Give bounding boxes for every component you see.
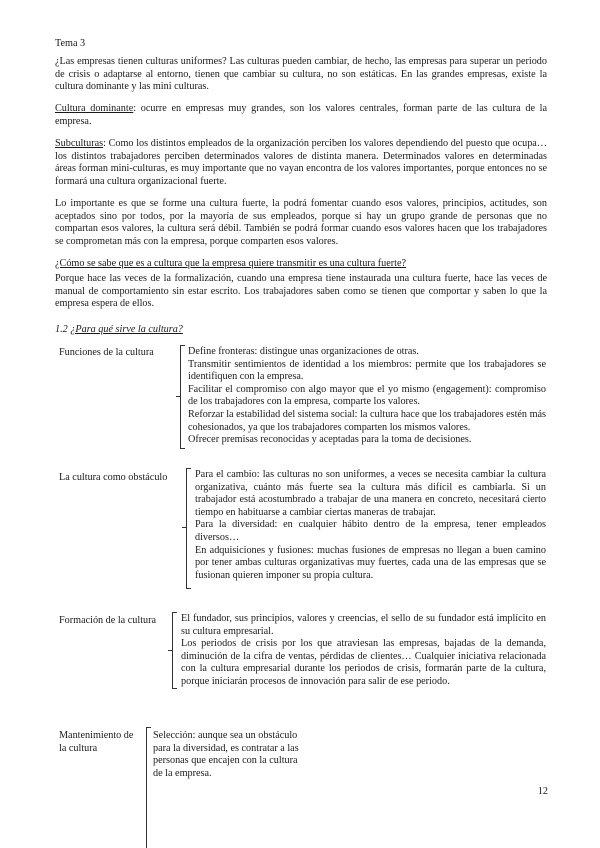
mantenimiento-brace	[146, 727, 147, 848]
mantenimiento-list	[153, 730, 300, 780]
funciones-brace-mid	[176, 396, 180, 397]
formacion-item: Los periodos de crisis por los que atraviesan las empresas, bajadas de la demanda, diminución de la cifra de ventas, pérdidas de clientes… Cualquier iniciativa relacionada con la cultura empresarial durante los periodos de crisis, formarán parte de la cultura, porque iniciarán procesos de innovación para salir de ese periodo.	[181, 638, 546, 687]
obstaculo-item: Para el cambio: las culturas no son uniformes, a veces se necesita cambiar la cultura organizativa, cuánto más fuerte sea la cultura más difícil es cambiarla. Si un trabajador está acostumbrado a trabajar de una manera en concreto, necesitará cierto tiempo en habituarse a cambiar ciertas maneras de trabajar.	[195, 469, 546, 518]
formacion-brace	[172, 612, 173, 688]
funciones-item: Reforzar la estabilidad del sistema social: la cultura hace que los trabajadores estén más cohesionados, ya que los trabajadores comparten los mismos valores.	[188, 408, 546, 433]
obstaculo-brace-top	[186, 468, 191, 469]
formacion-brace-mid	[168, 650, 172, 651]
mantenimiento-brace-top	[146, 727, 151, 728]
formacion-label: Formación de la cultura	[59, 615, 157, 626]
formacion-brace-top	[172, 612, 177, 613]
funciones-item: Transmitir sentimientos de identidad a los miembros: permite que los trabajadores se identifiquen con la empresa.	[188, 358, 546, 383]
mantenimiento-item: Selección: aunque sea un obstáculo para la diversidad, es contratar a las personas que encajen con la cultura de la empresa.	[153, 730, 299, 779]
funciones-brace	[180, 345, 181, 448]
funciones-label: Funciones de la cultura	[59, 347, 154, 358]
page-number: 12	[537, 786, 548, 797]
section-title: ¿Para qué sirve la cultura?	[70, 324, 183, 335]
subcultures-paragraph	[55, 138, 547, 188]
formacion-item: El fundador, sus principios, valores y creencias, el sello de su fundador está implícito en su cultura empresarial.	[181, 613, 546, 637]
section-number: 1.2	[55, 324, 71, 335]
question-answer: Porque hace las veces de la formalización, cuando una empresa tiene instaurada una cultura fuerte, hace las veces de manual de comportamiento sin estar escrito. Los trabajadores saben como se tienen que comportar y saben lo que la empresa espera de ellos.	[55, 273, 547, 310]
intro-paragraph: ¿Las empresas tienen culturas uniformes? Las culturas pueden cambiar, de hecho, las empresas para superar un periodo de crisis o adaptarse al entorno, tienen que cambiar su cultura, no son estáticas. En las grandes empresas, existe la cultura dominante y las mini culturas.	[55, 56, 547, 93]
funciones-item: Ofrecer premisas reconocidas y aceptadas para la toma de decisiones.	[188, 434, 472, 446]
funciones-brace-top	[180, 345, 185, 346]
obstaculo-brace-mid	[182, 527, 186, 528]
funciones-item: Facilitar el compromiso con algo mayor que el yo mismo (engagement): compromiso de los trabajadores con la empresa, comparte los valores.	[188, 383, 546, 408]
obstaculo-item: Para la diversidad: en cualquier hábito dentro de la empresa, tener empleados diversos…	[195, 519, 546, 543]
obstaculo-brace	[186, 468, 187, 588]
question-heading: ¿Cómo se sabe que es a cultura que la empresa quiere transmitir es una cultura fuerte?	[55, 258, 407, 269]
obstaculo-label: La cultura como obstáculo	[59, 472, 168, 483]
subcultures-text: : Como los distintos empleados de la organización perciben los valores dependiendo del puesto que ocupa… los distintos trabajadores perciben determinados valores de distinta manera. Determinados valores en determinadas áreas forman mini-culturas, es muy importante que no vayan encontra de los valores importantes, porque entonces no se formará una cultura organizacional fuerte.	[55, 138, 547, 187]
mantenimiento-label: Mantenimiento de la cultura	[59, 730, 134, 754]
obstaculo-item: En adquisiciones y fusiones: muchas fusiones de empresas no llegan a buen camino por tener ambas culturas organizativas muy fuertes, cada una de las empresas que se fusionan quieren imponer su propia cultura.	[195, 544, 546, 581]
funciones-item: Define fronteras: distingue unas organizaciones de otras.	[188, 346, 419, 357]
funciones-list	[188, 346, 546, 447]
section-heading	[55, 324, 355, 337]
obstaculo-brace-bottom	[186, 588, 191, 589]
topic-title: Tema 3	[55, 38, 86, 49]
dominant-culture-text: : ocurre en empresas muy grandes, son los valores centrales, forman parte de las cultura de la empresa.	[55, 103, 548, 127]
obstaculo-list	[195, 469, 546, 582]
strong-culture-paragraph: Lo importante es que se forme una cultura fuerte, la podrá fomentar cuando esos valores, principios, actitudes, son aceptados sino por todos, por la mayoría de sus empleados, porque si hay un grupo grande de personas que no compartan esos valores, la cultura será débil. También se podrá formar cuando esos valores hacen que los trabajadores se comprometan más con la empresa, porque comparten esos valores.	[55, 198, 547, 247]
formacion-list	[181, 613, 546, 689]
dominant-culture-term: Cultura dominante	[55, 103, 134, 114]
subcultures-term: Subculturas	[55, 138, 104, 149]
funciones-brace-bottom	[180, 448, 185, 449]
formacion-brace-bottom	[172, 688, 177, 689]
dominant-culture-paragraph	[55, 103, 547, 128]
